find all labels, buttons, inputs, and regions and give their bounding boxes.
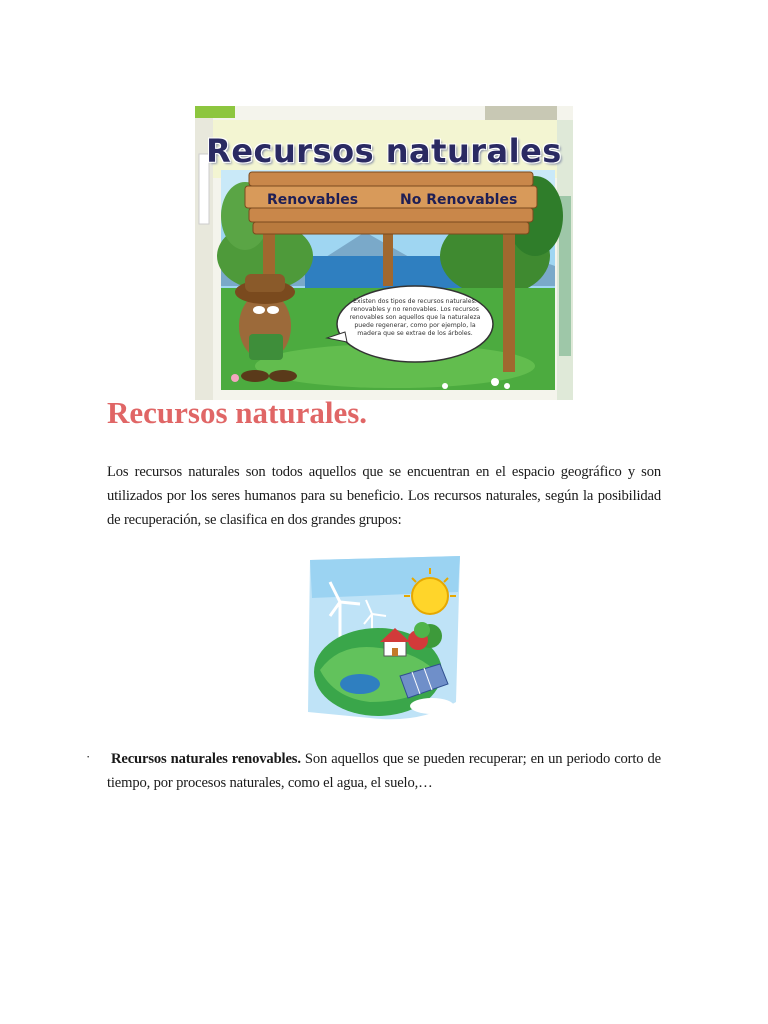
sign-label-no-renovables: No Renovables: [400, 192, 518, 208]
speech-bubble-text: Existen dos tipos de recursos naturales: renovables y no renovables. Los recursos renovables son aquellos que la naturaleza puede regenerar, como por ejemplo, la madera que se extrae de los árboles.: [349, 298, 481, 338]
sign-label-renovables: Renovables: [267, 192, 359, 208]
bullet-item-renovables: [107, 747, 661, 795]
bullet-description: Son aquellos que se pueden recuperar; en un periodo corto de tiempo, por procesos naturales, como el agua, el suelo,…: [107, 751, 662, 791]
bullet-marker: ·: [86, 749, 91, 764]
poster-title: Recursos naturales: [206, 132, 562, 170]
eco-globe-illustration: [300, 552, 466, 722]
recursos-naturales-poster: [195, 106, 573, 400]
bullet-term: Recursos naturales renovables: [111, 751, 298, 767]
intro-paragraph: Los recursos naturales son todos aquellos que se encuentran en el espacio geográfico y son utilizados por los seres humanos para su beneficio. Los recursos naturales, según la posibilidad de recuperación, se clasifica en dos grandes grupos:: [107, 464, 661, 528]
bullet-term-suffix: .: [297, 751, 301, 767]
section-heading: Recursos naturales.: [107, 395, 368, 430]
